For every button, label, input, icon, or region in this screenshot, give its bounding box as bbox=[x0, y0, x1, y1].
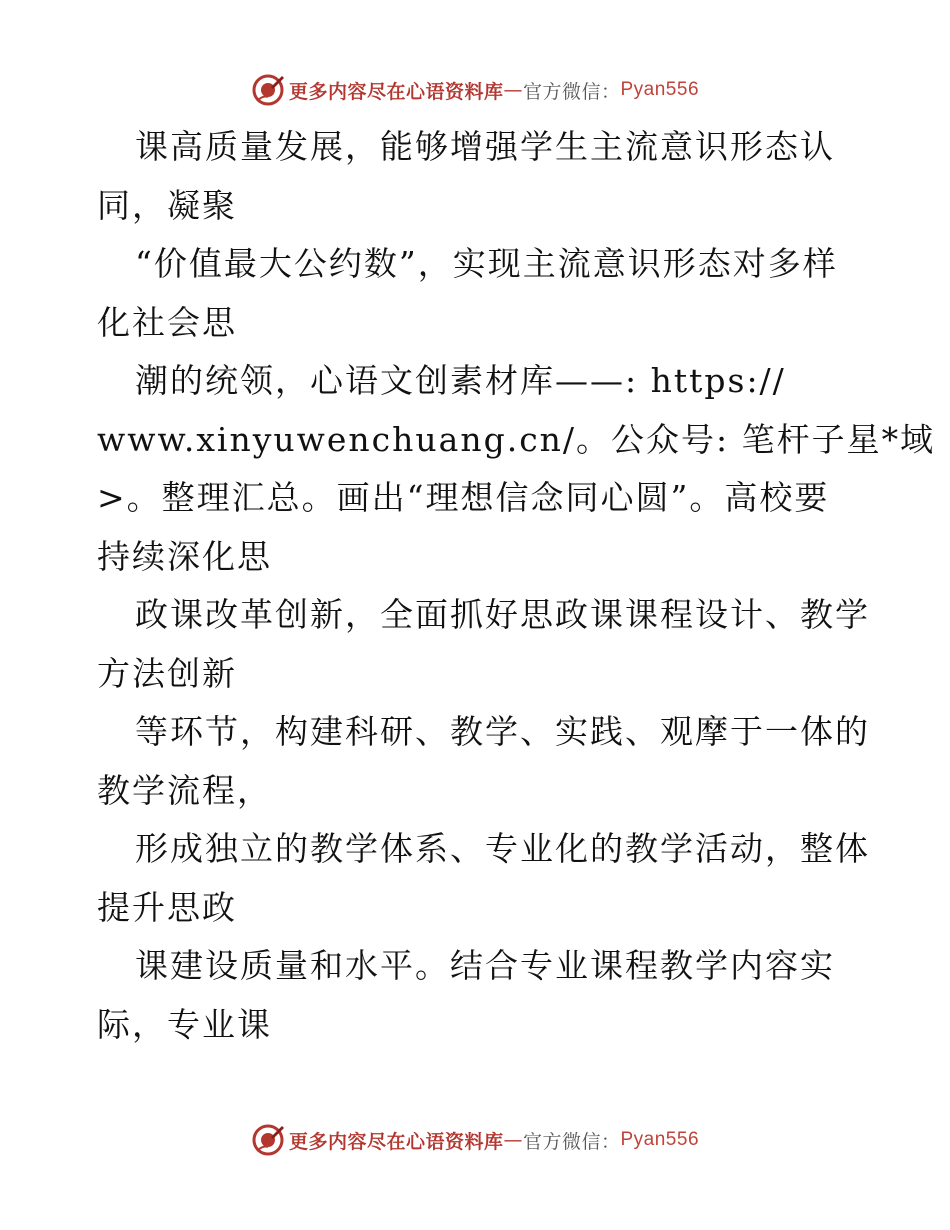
body-line: 潮的统领，心语文创素材库——: https:// bbox=[135, 361, 786, 400]
document-body bbox=[97, 118, 936, 1054]
banner-wechat-id: Pyan556 bbox=[620, 1129, 700, 1150]
pen-logo-icon bbox=[251, 1123, 285, 1157]
banner-wechat-label: 官方微信： bbox=[522, 1130, 621, 1153]
body-line: 际，专业课 bbox=[97, 1004, 272, 1044]
banner-dash: — bbox=[503, 79, 523, 101]
body-line: 提升思政 bbox=[97, 887, 237, 927]
body-line: 持续深化思 bbox=[97, 536, 272, 576]
body-line: www.xinyuwenchuang.cn/。公众号: 笔杆子星*域 bbox=[97, 419, 936, 459]
body-line: 政课改革创新，全面抓好思政课课程设计、教学 bbox=[135, 595, 870, 634]
banner-site-text: 更多内容尽在心语资料库 bbox=[288, 80, 504, 103]
body-line: 方法创新 bbox=[97, 653, 237, 693]
body-line: 课建设质量和水平。结合专业课程教学内容实 bbox=[135, 946, 835, 985]
banner-site-text: 更多内容尽在心语资料库 bbox=[288, 1130, 504, 1153]
body-line: 同，凝聚 bbox=[97, 185, 237, 225]
header-watermark-banner bbox=[0, 70, 950, 110]
body-line: “价值最大公约数”，实现主流意识形态对多样 bbox=[135, 244, 838, 283]
body-line: 教学流程， bbox=[97, 770, 272, 810]
banner-dash: — bbox=[503, 1129, 523, 1151]
banner-wechat-label: 官方微信： bbox=[522, 80, 621, 103]
body-line: >。整理汇总。画出“理想信念同心圆”。高校要 bbox=[97, 478, 830, 517]
body-line: 课高质量发展，能够增强学生主流意识形态认 bbox=[135, 127, 835, 166]
body-line: 等环节，构建科研、教学、实践、观摩于一体的 bbox=[135, 712, 870, 751]
body-line: 形成独立的教学体系、专业化的教学活动，整体 bbox=[135, 829, 870, 868]
pen-logo-icon bbox=[251, 73, 285, 107]
banner-wechat-id: Pyan556 bbox=[620, 79, 700, 100]
body-line: 化社会思 bbox=[97, 302, 237, 342]
footer-watermark-banner bbox=[0, 1120, 950, 1160]
